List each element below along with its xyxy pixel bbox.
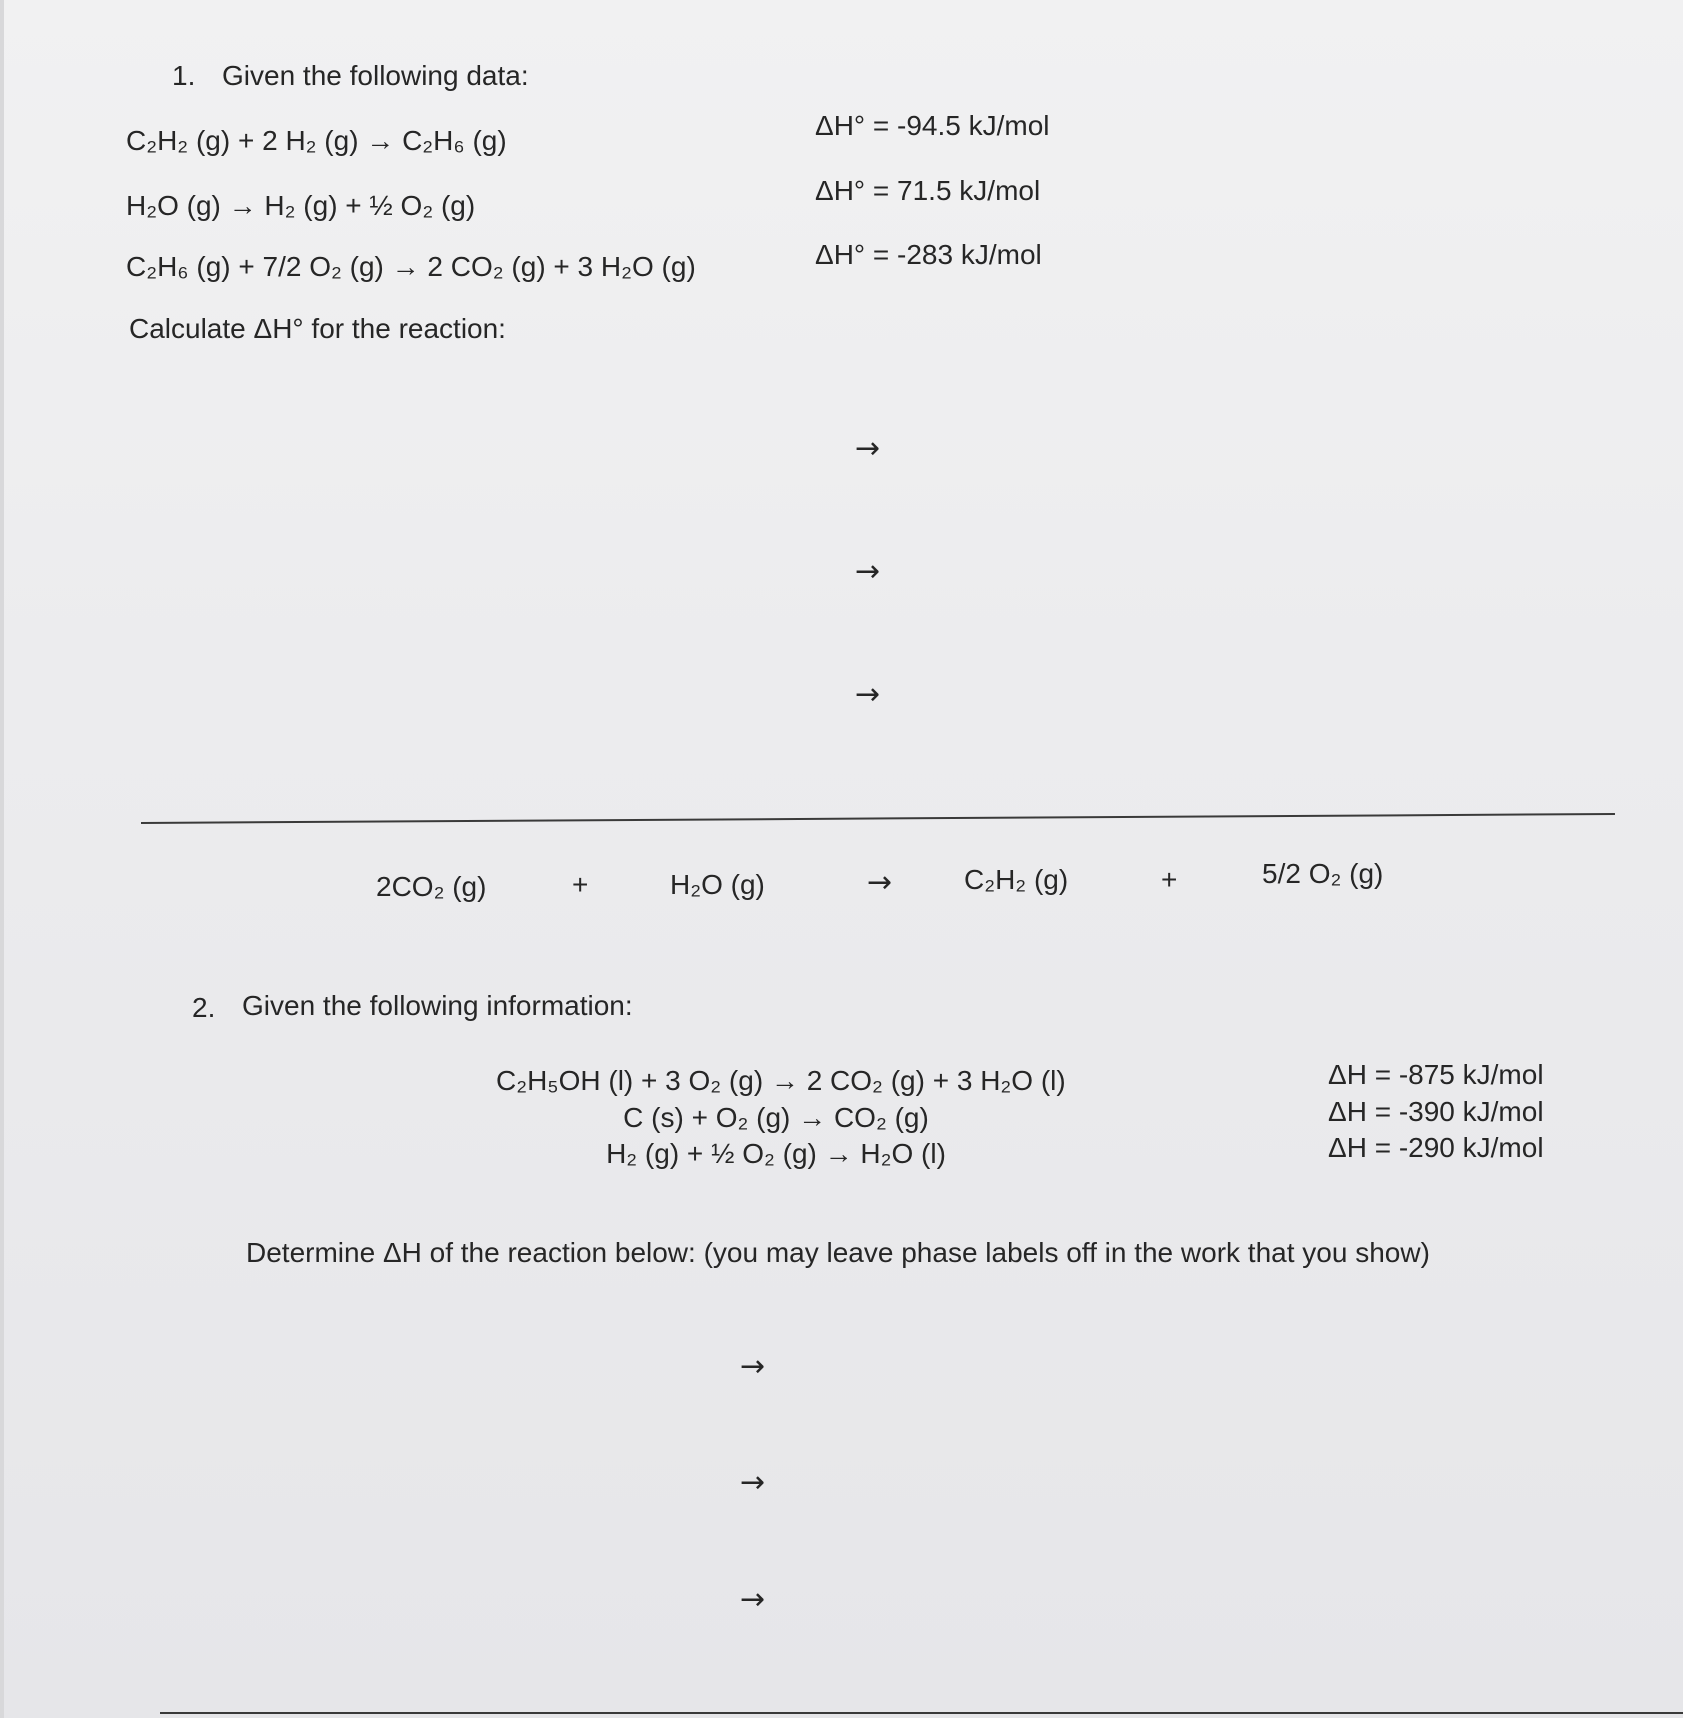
- q1-dh-1: ΔH° = -94.5 kJ/mol: [815, 110, 1050, 141]
- q2-prompt: Determine ΔH of the reaction below: (you may leave phase labels off in the work that you show): [246, 1237, 1430, 1268]
- q1-reaction-2: H₂O (g) → H₂ (g) + ½ O₂ (g): [126, 190, 476, 221]
- q2-dh-1: ΔH = -875 kJ/mol: [1328, 1059, 1544, 1090]
- page-edge-shadow: [0, 0, 4, 1718]
- q2-dh-3: ΔH = -290 kJ/mol: [1328, 1132, 1544, 1163]
- q1-reaction-1: C₂H₂ (g) + 2 H₂ (g) → C₂H₆ (g): [126, 125, 507, 156]
- q1-work-arrow-2: →: [855, 554, 881, 589]
- q2-reaction-1: C₂H₅OH (l) + 3 O₂ (g) → 2 CO₂ (g) + 3 H₂O (l): [496, 1065, 1066, 1096]
- q1-reaction-3: C₂H₆ (g) + 7/2 O₂ (g) → 2 CO₂ (g) + 3 H₂O (g): [126, 251, 696, 282]
- q1-number: 1.: [172, 60, 196, 91]
- q1-prompt: Calculate ΔH° for the reaction:: [129, 313, 506, 344]
- q1-dh-2: ΔH° = 71.5 kJ/mol: [815, 175, 1041, 206]
- q1-work-arrow-3: →: [855, 677, 881, 712]
- q2-work-arrow-2: →: [740, 1465, 766, 1500]
- q2-reaction-2: C (s) + O₂ (g) → CO₂ (g): [623, 1102, 929, 1133]
- q1-target-product-1: C₂H₂ (g): [964, 864, 1069, 895]
- q1-target-plus-2: +: [1161, 864, 1178, 895]
- q1-work-arrow-1: →: [855, 431, 881, 466]
- q1-target-reactant-2: H₂O (g): [670, 869, 765, 900]
- q2-work-arrow-3: →: [740, 1582, 766, 1617]
- q1-target-reactant-1: 2CO₂ (g): [376, 871, 487, 902]
- q2-reaction-3: H₂ (g) + ½ O₂ (g) → H₂O (l): [606, 1138, 946, 1169]
- q2-heading: Given the following information:: [242, 990, 633, 1021]
- q1-target-product-2: 5/2 O₂ (g): [1262, 858, 1384, 889]
- q2-sum-line: [160, 1712, 1683, 1714]
- q2-number: 2.: [192, 992, 216, 1023]
- q1-target-arrow: →: [867, 865, 893, 900]
- q2-work-arrow-1: →: [740, 1349, 766, 1384]
- q1-dh-3: ΔH° = -283 kJ/mol: [815, 239, 1042, 270]
- q1-sum-line: [141, 813, 1615, 824]
- q2-dh-2: ΔH = -390 kJ/mol: [1328, 1096, 1544, 1127]
- q1-target-plus-1: +: [572, 869, 589, 900]
- q1-heading: Given the following data:: [222, 60, 529, 91]
